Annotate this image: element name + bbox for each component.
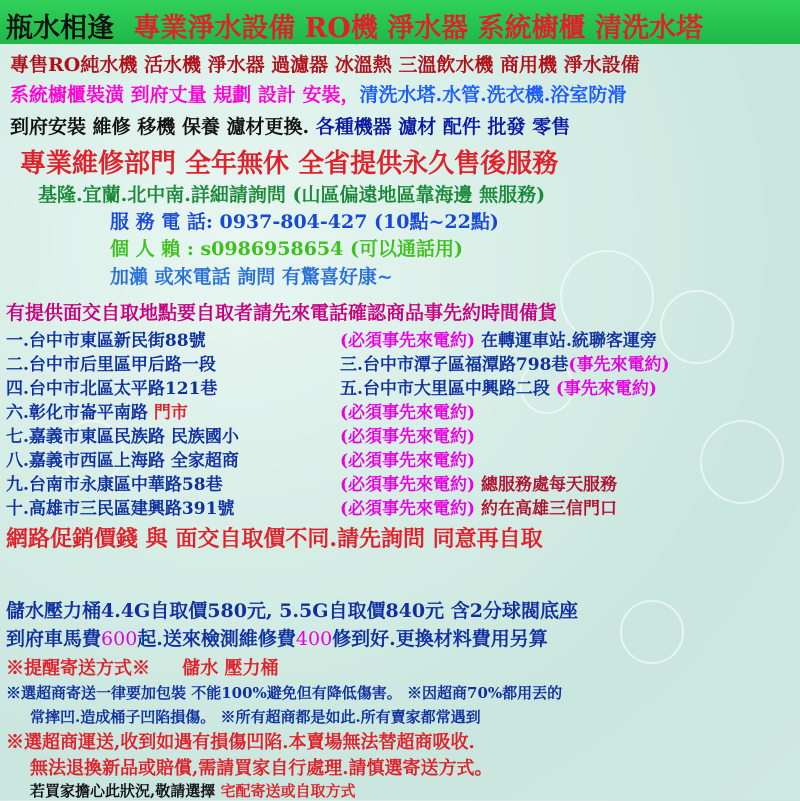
travel-fee: 600 bbox=[101, 628, 138, 650]
header-slogan: 專業淨水設備 RO機 淨水器 系統櫥櫃 清洗水塔 bbox=[133, 13, 703, 44]
list-item bbox=[6, 494, 234, 519]
location-address: 五.台中市大里區中興路二段 bbox=[340, 379, 550, 399]
list-item bbox=[6, 350, 216, 375]
remind-note-option: 宅配寄送或自取方式 bbox=[215, 782, 356, 800]
location-note: (必須事先來電約) bbox=[340, 331, 476, 351]
list-item-note bbox=[340, 494, 617, 519]
line-id: 個 人 賴 : s0986958654 (可以通話用) bbox=[110, 238, 463, 260]
decor-bubble bbox=[700, 420, 784, 504]
location-note: (必須事先來電約) bbox=[340, 451, 476, 471]
location-note: (事先來電約) bbox=[549, 379, 657, 399]
list-item-note bbox=[340, 422, 475, 447]
list-item-note bbox=[340, 374, 657, 399]
remind-note-3: ※選超商運送,收到如遇有損傷凹陷.本賣場無法替超商吸收. bbox=[6, 732, 475, 753]
remind-title: ※提醒寄送方式※ bbox=[6, 658, 150, 679]
location-note: (必須事先來電約) bbox=[340, 475, 476, 495]
location-address: 四.台中市北區太平路121巷 bbox=[6, 379, 218, 399]
remind-note-2: 常摔凹.造成桶子凹陷損傷。 ※所有超商都是如此.所有賣家都常遇到 bbox=[30, 708, 481, 726]
location-address: 三.台中市潭子區福潭路798巷 bbox=[340, 355, 569, 375]
list-item-note bbox=[340, 350, 670, 375]
repair-fee: 400 bbox=[295, 628, 333, 650]
location-extra: 約在高雄三信門口 bbox=[475, 499, 618, 519]
remind-note-1: ※選超商寄送一律要加包裝 不能100%避免但有降低傷害。 ※因超商70%都用丟的 bbox=[6, 684, 563, 702]
pickup-intro: 有提供面交自取地點要自取者請先來電話確認商品事先約時間備貨 bbox=[6, 302, 558, 324]
location-address: 六.彰化市崙平南路 bbox=[6, 403, 154, 423]
services-line bbox=[10, 80, 626, 107]
service-phone: 服 務 電 話: 0937-804-427 (10點~22點) bbox=[110, 211, 499, 233]
service-area: 基隆.宜蘭.北中南.詳細請詢問 (山區偏遠地區靠海邊 無服務) bbox=[38, 184, 546, 206]
promo-text: 加瀨 或來電話 詢問 有驚喜好康~ bbox=[110, 266, 393, 288]
location-address: 二.台中市后里區甲后路一段 bbox=[6, 355, 216, 375]
header bbox=[6, 6, 703, 45]
decor-bubble bbox=[620, 600, 684, 664]
list-item-note bbox=[340, 326, 657, 351]
list-item bbox=[6, 398, 188, 423]
fee-label: 到府車馬費 bbox=[6, 628, 102, 650]
location-note: (必須事先來電約) bbox=[340, 403, 476, 423]
cleaning-services: 清洗水塔.水管.洗衣機.浴室防滑 bbox=[359, 84, 627, 106]
brand-title: 瓶水相逢 bbox=[6, 13, 114, 44]
tank-price: 儲水壓力桶4.4G自取價580元, 5.5G自取價840元 含2分球閥底座 bbox=[6, 600, 578, 622]
location-note: (必須事先來電約) bbox=[340, 427, 476, 447]
list-item-note bbox=[340, 470, 617, 495]
list-item-note bbox=[340, 446, 475, 471]
list-item bbox=[6, 374, 217, 399]
location-note: (必須事先來電約) bbox=[340, 499, 476, 519]
list-item bbox=[6, 446, 239, 471]
list-item bbox=[6, 326, 206, 351]
wholesale-services: 各種機器 濾材 配件 批發 零售 bbox=[309, 116, 571, 138]
fee-line bbox=[6, 624, 548, 651]
remind-note-text: 若買家擔心此狀況,敬請選擇 bbox=[30, 782, 216, 800]
list-item bbox=[6, 422, 239, 447]
remind-note-4: 無法退換新品或賠償,需請買家自行處理.請慎選寄送方式。 bbox=[30, 758, 493, 779]
location-address: 七.嘉義市東區民族路 民族國小 bbox=[6, 427, 239, 447]
location-address: 一.台中市東區新民街88號 bbox=[6, 331, 206, 351]
remind-item: 儲水 壓力桶 bbox=[182, 658, 279, 679]
decor-bubble bbox=[660, 290, 734, 364]
location-address: 十.高雄市三民區建興路391號 bbox=[6, 499, 235, 519]
fee-label: 修到好.更換材料費用另算 bbox=[332, 628, 548, 650]
location-note: (事先來電約) bbox=[568, 355, 670, 375]
repair-banner: 專業維修部門 全年無休 全省提供永久售後服務 bbox=[20, 149, 559, 179]
remind-line bbox=[6, 654, 279, 680]
list-item bbox=[6, 470, 223, 495]
remind-note-5 bbox=[30, 780, 355, 801]
install-line bbox=[10, 112, 570, 139]
location-extra: 總服務處每天服務 bbox=[475, 475, 618, 495]
location-address: 八.嘉義市西區上海路 全家超商 bbox=[6, 451, 239, 471]
cabinet-services: 系統櫥櫃裝潢 到府丈量 規劃 設計 安裝， bbox=[10, 84, 360, 106]
location-extra: 在轉運車站.統聯客運旁 bbox=[475, 331, 657, 351]
products-line: 專售RO純水機 活水機 淨水器 過濾器 冰溫熱 三溫飲水機 商用機 淨水設備 bbox=[10, 54, 640, 76]
fee-label: 起.送來檢測維修費 bbox=[137, 628, 296, 650]
location-address: 九.台南市永康區中華路58巷 bbox=[6, 475, 223, 495]
install-services: 到府安裝 維修 移機 保養 濾材更換. bbox=[10, 116, 310, 138]
list-item-note bbox=[340, 398, 475, 423]
store-label: 門市 bbox=[153, 403, 188, 423]
price-notice: 網路促銷價錢 與 面交自取價不同.請先詢問 同意再自取 bbox=[6, 526, 543, 552]
